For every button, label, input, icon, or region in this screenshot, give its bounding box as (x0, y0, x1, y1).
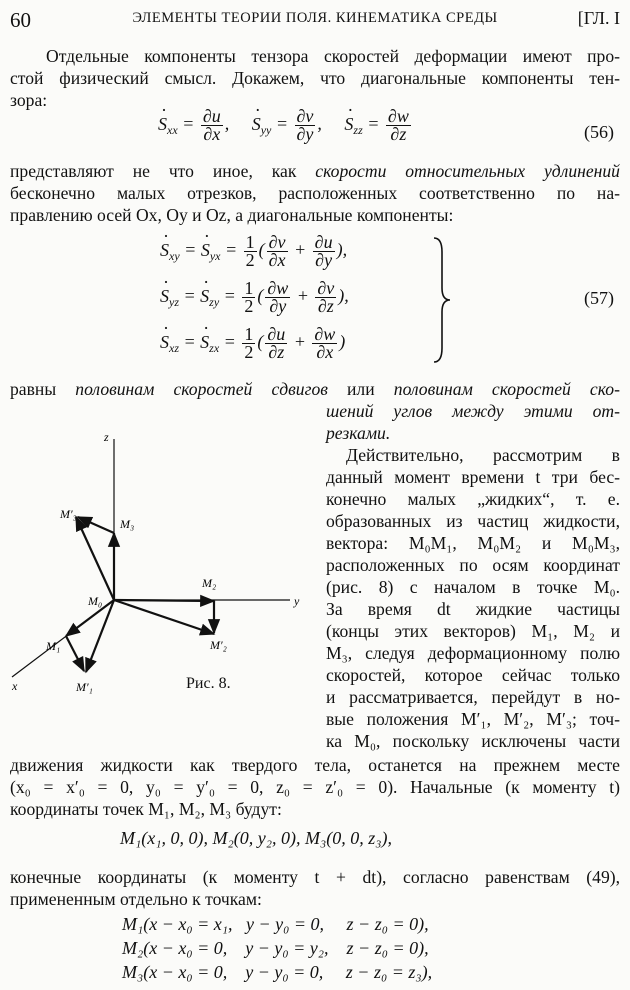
equation-57-row-1: · $S_{xy}$ = · $S_{yx}$ = $\frac{1}{2}$ ( $\frac{\partial v}{\partial x}$ + $\frac{\partial u}{\partial y}$ ), (160, 234, 347, 269)
intro-line-1: Отдельные компоненты тензора скоростей деформации имеют про- (46, 46, 620, 66)
full-line-3: координаты точек M₁, M₂, M₃ будут: (10, 799, 282, 819)
equation-57-number: (57) (584, 288, 614, 308)
initial-coordinates: M₁(x₁, 0, 0), M₂(0, y₂, 0), M₃(0, 0, z₃), (120, 828, 392, 848)
right-column (326, 444, 620, 752)
vector-m1-m1p (66, 636, 84, 671)
final-coordinates-3: M₃(x − x₀ = 0, y − y₀ = 0, z − z₀ = z₃), (122, 962, 433, 982)
para3-italic-2: половинам скоростей ско- (393, 379, 620, 399)
right-line-6: расположенных по осям координат (326, 555, 620, 575)
final-paragraph (10, 866, 620, 888)
para3-line-1 (10, 378, 620, 400)
right-line-11: скоростей, которое сейчас только (326, 665, 620, 685)
para2-text-a: представляют не что иное, как (10, 161, 316, 181)
final-line-2: примененным отдельно к точкам: (10, 889, 262, 909)
figure-8-diagram (8, 425, 323, 695)
x-axis-label: x (12, 679, 18, 693)
label-m2p: M′₂ (210, 638, 227, 652)
page-number: 60 (10, 8, 31, 32)
final-coordinates-2: M₂(x − x₀ = 0, y − y₀ = y₂, z − z₀ = 0), (122, 938, 429, 958)
right-line-3: конечно малых „жидких“, т. е. (326, 489, 620, 509)
label-m3p: M′₃ (60, 507, 77, 521)
y-axis-label: y (294, 594, 300, 608)
z-axis-label: z (104, 430, 109, 444)
para3-text-c: или (327, 379, 394, 399)
right-line-7: (рис. 8) с началом в точке M₀. (326, 577, 620, 597)
label-m0: M₀ (88, 594, 103, 608)
right-line-2: данный момент времени t три бес- (326, 467, 620, 487)
equation-56-number: (56) (584, 122, 614, 142)
brace-57 (430, 236, 454, 364)
para2-line-3: правлению осей Ox, Oy и Oz, а диагональные компоненты: (10, 205, 454, 225)
right-line-8: За время dt жидкие частицы (326, 599, 620, 619)
right-line-12: и рассматривается, перейдут в но- (326, 687, 620, 707)
para3-line-2: шений углов между этими от- (326, 401, 620, 421)
label-m1: M₁ (46, 639, 61, 653)
para2-italic: скорости относительных удлинений (315, 161, 620, 181)
paragraph-2 (10, 160, 620, 204)
full-line-1: движения жидкости как твердого тела, останется на прежнем месте (10, 755, 620, 775)
para3-line-3: резками. (326, 423, 391, 443)
running-title: ЭЛЕМЕНТЫ ТЕОРИИ ПОЛЯ. КИНЕМАТИКА СРЕДЫ (132, 10, 498, 26)
intro-paragraph (10, 45, 620, 89)
right-line-13: вые положения M′₁, M′₂, M′₃; точ- (326, 709, 620, 729)
intro-line-3: зора: (10, 90, 48, 110)
right-line-1: Действительно, рассмотрим в (346, 445, 620, 465)
full-line-2: (x₀ = x′₀ = 0, y₀ = y′₀ = 0, z₀ = z′₀ = 0). Начальные (к моменту t) (10, 777, 620, 797)
equation-57-row-3: · $S_{xz}$ = · $S_{zx}$ = $\frac{1}{2}$ ( $\frac{\partial u}{\partial z}$ + $\frac{\partial w}{\partial x}$ ) (160, 326, 345, 361)
para3-italic-1: половинам скоростей сдвигов (75, 379, 328, 399)
chapter-label: [ГЛ. I (577, 8, 620, 28)
vector-m0-m2 (114, 600, 214, 601)
label-m2: M₂ (202, 576, 217, 590)
final-line-1: конечные координаты (к моменту t + dt), согласно равенствам (49), (10, 867, 620, 887)
equation-56: · $S_{xx}$ = $\frac{\partial u}{\partial x}$ , · $S_{yy}$ = $\frac{\partial v}{\partial y}$ , · $S_{zz}$ = $\frac{\partial w}{\partial z}$ (158, 108, 413, 143)
right-line-5: вектора: M₀M₁, M₀M₂ и M₀M₃, (326, 533, 620, 553)
para2-line-2: бесконечно малых отрезков, расположенных соответственно по на- (10, 183, 620, 203)
final-coordinates-1: M₁(x − x₀ = x₁, y − y₀ = 0, z − z₀ = 0), (122, 914, 429, 934)
para2-line-1 (10, 160, 620, 182)
vector-m0-m2p (114, 600, 214, 634)
intro-line-2: стой физический смысл. Докажем, что диагональные компоненты тен- (10, 68, 620, 88)
right-line-4: образованных из частиц жидкости, (326, 511, 620, 531)
label-m1p: M′₁ (76, 680, 93, 694)
equation-57-row-2: · $S_{yz}$ = · $S_{zy}$ = $\frac{1}{2}$ ( $\frac{\partial w}{\partial y}$ + $\frac{\partial v}{\partial z}$ ), (160, 280, 349, 315)
figure-caption: Рис. 8. (186, 675, 231, 692)
right-line-14: ка M₀, поскольку исключены части (326, 731, 620, 751)
right-line-10: M₃, следуя деформационному полю (326, 643, 620, 663)
label-m3: M₃ (120, 517, 135, 531)
right-line-9: (концы этих векторов) M₁, M₂ и (326, 621, 620, 641)
para3-text-a: равны (10, 379, 76, 399)
continuation-paragraph (10, 754, 620, 798)
running-header (10, 6, 620, 34)
